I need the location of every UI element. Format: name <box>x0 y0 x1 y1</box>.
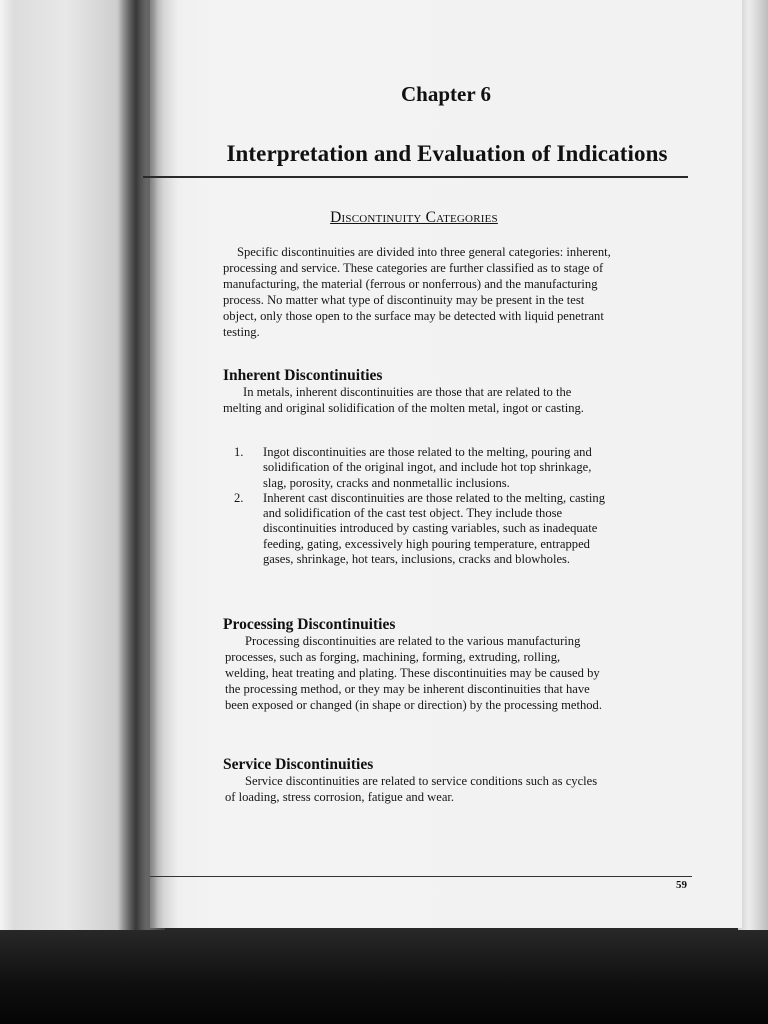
list-item-text: Inherent cast discontinuities are those related to the melting, casting and solidification of the cast test object. They include those discontinuities introduced by casting variables, such as inadequate feeding, gating, excessively high pouring temperature, entrapped gases, shrinkage, hot tears, inclusions, cracks and blowholes. <box>263 490 606 567</box>
list-item <box>223 491 615 567</box>
list-item-text: Ingot discontinuities are those related to the melting, pouring and solidification of the original ingot, and include hot top shrinkage, slag, porosity, cracks and nonmetallic inclusions. <box>263 445 592 490</box>
list-item <box>223 445 615 491</box>
book-spine-shadow <box>118 0 158 930</box>
inherent-heading: Inherent Discontinuities <box>223 367 383 384</box>
title-rule <box>143 176 688 178</box>
service-paragraph: Service discontinuities are related to service conditions such as cycles of loading, stress corrosion, fatigue and wear. <box>225 774 598 804</box>
intro-paragraph: Specific discontinuities are divided into three general categories: inherent, processing and service. These categories are further classified as to stage of manufacturing, the material (ferrous or nonferrous) and the manufacturing process. No matter what type of discontinuity may be present in the test object, only those open to the surface may be detected with liquid penetrant testing. <box>223 245 611 339</box>
processing-heading: Processing Discontinuities <box>223 616 396 633</box>
list-item-number: 2. <box>234 490 244 505</box>
page-stack-edge <box>738 0 768 930</box>
processing-paragraph: Processing discontinuities are related to the various manufacturing processes, such as forging, machining, forming, extruding, rolling, welding, heat treating and plating. These discontinuities may be caused by the processing method, or they may be inherent discontinuities that have been exposed or changed (in shape or direction) by the processing method. <box>225 634 602 712</box>
table-surface <box>0 925 768 1024</box>
footer-rule <box>150 876 692 877</box>
chapter-label: Chapter 6 <box>400 82 492 106</box>
chapter-title: Interpretation and Evaluation of Indications <box>226 141 668 166</box>
inherent-paragraph: In metals, inherent discontinuities are those that are related to the melting and original solidification of the molten metal, ingot or casting. <box>223 385 584 415</box>
service-heading: Service Discontinuities <box>223 756 374 773</box>
list-item-number: 1. <box>234 445 244 459</box>
inherent-list <box>223 445 615 567</box>
section-heading: Discontinuity Categories <box>330 209 498 226</box>
page-number: 59 <box>676 879 687 891</box>
